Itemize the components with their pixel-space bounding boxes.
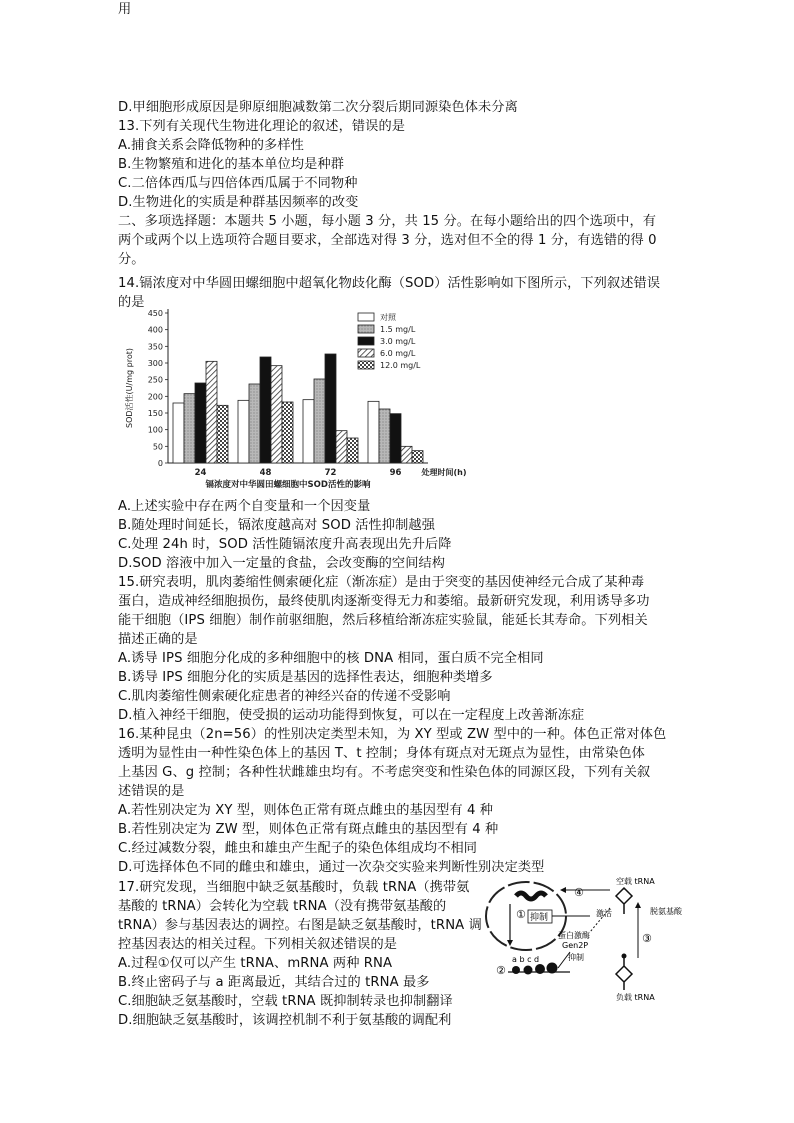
empty-trna-label: 空载 tRNA [616, 877, 655, 886]
legend-label-1: 1.5 mg/L [380, 325, 416, 334]
x-axis-label: 处理时间(h) [421, 468, 467, 477]
y-tick-label: 50 [152, 442, 163, 452]
text-line: C.肌肉萎缩性侧索硬化症患者的神经兴奋的传递不受影响 [118, 689, 451, 704]
y-tick-label: 300 [147, 359, 163, 368]
x-tick-label: 48 [259, 468, 272, 478]
text-line: 上基因 G、g 控制；各种性状雌雄虫均有。不考虑突变和性染色体的同源区段，下列有关叙 [118, 765, 651, 780]
text-line: 15.研究表明，肌肉萎缩性侧索硬化症（渐冻症）是由于突变的基因使神经元合成了某种毒 [118, 575, 645, 590]
text-line: D.SOD 溶液中加入一定量的食盐，会改变酶的空间结构 [118, 556, 446, 571]
kinase-label: 蛋白激酶 [558, 931, 590, 940]
text-line: C.细胞缺乏氨基酸时，空载 tRNA 既抑制转录也抑制翻译 [118, 994, 453, 1009]
activate-label: 激活 [596, 909, 612, 918]
text-line: D.甲细胞形成原因是卵原细胞减数第二次分裂后期同源染色体未分离 [118, 100, 518, 115]
text-line: B.若性别决定为 ZW 型，则体色正常有斑点雌虫的基因型有 4 种 [118, 822, 499, 837]
text-line: A.上述实验中存在两个自变量和一个因变量 [118, 499, 371, 514]
y-axis-label: SOD活性(U/mg prot) [125, 348, 134, 428]
text-line: C.处理 24h 时，SOD 活性随镉浓度升高表现出先升后降 [118, 537, 452, 552]
text-line: 蛋白，造成神经细胞损伤，最终使肌肉逐渐变得无力和萎缩。最新研究发现，利用诱导多功 [118, 594, 650, 609]
bar-24h-series-1 [184, 394, 195, 463]
bar-96h-series-0 [368, 401, 379, 463]
text-line: A.捕食关系会降低物种的多样性 [118, 138, 304, 153]
bar-24h-series-3 [206, 361, 217, 463]
inhibit-left-label: 抑制 [530, 913, 549, 923]
legend-label-4: 12.0 mg/L [380, 361, 421, 370]
y-tick-label: 450 [147, 309, 163, 318]
legend-swatch-1 [358, 325, 374, 333]
text-line: 基酸的 tRNA）会转化为空载 tRNA（没有携带氨基酸的 [118, 899, 447, 914]
deacyl-label: 脱氨基酸 [650, 907, 682, 916]
y-tick-label: 0 [157, 459, 163, 468]
bar-72h-series-4 [347, 438, 358, 463]
bar-48h-series-4 [282, 402, 293, 463]
text-line: 的是 [118, 295, 145, 310]
dna-strand [516, 893, 546, 899]
arrow-1-head [507, 940, 513, 946]
text-line: tRNA）参与基因表达的调控。右图是缺乏氨基酸时，tRNA 调 [118, 918, 482, 933]
bar-24h-series-2 [195, 383, 206, 463]
text-line: 14.镉浓度对中华圆田螺细胞中超氧化物歧化酶（SOD）活性影响如下图所示，下列叙述错误 [118, 276, 661, 291]
text-line: D.可选择体色不同的雌虫和雄虫，通过一次杂交实验来判断性别决定类型 [118, 860, 545, 875]
circle-2-label: ② [496, 964, 506, 977]
gen2p-label: Gen2P [562, 941, 589, 950]
text-line: 述错误的是 [118, 784, 185, 799]
bar-48h-series-1 [249, 384, 260, 463]
bar-72h-series-1 [314, 379, 325, 463]
text-line: D.生物进化的实质是种群基因频率的改变 [118, 195, 359, 210]
bar-24h-series-0 [173, 403, 184, 463]
text-line: D.细胞缺乏氨基酸时，该调控机制不利于氨基酸的调配利 [118, 1013, 452, 1028]
bar-72h-series-0 [303, 400, 314, 463]
text-line: A.过程①仅可以产生 tRNA、mRNA 两种 RNA [118, 956, 393, 971]
legend-label-2: 3.0 mg/L [380, 337, 416, 346]
ribosome-b [524, 966, 533, 975]
circle-1-label: ① [516, 908, 526, 921]
arrow-4-head [560, 887, 566, 893]
text-line: 13.下列有关现代生物进化理论的叙述，错误的是 [118, 119, 406, 134]
chart-title: 镉浓度对中华圆田螺细胞中SOD活性的影响 [205, 480, 371, 490]
x-tick-label: 24 [194, 468, 207, 478]
sod-bar-chart [118, 298, 474, 488]
text-line: B.随处理时间延长，镉浓度越高对 SOD 活性抑制越强 [118, 518, 435, 533]
text-line: 描述正确的是 [118, 632, 198, 647]
y-tick-label: 150 [147, 409, 163, 418]
ribosome-d [547, 963, 558, 974]
y-tick-label: 200 [147, 392, 163, 402]
ribosome-a [512, 966, 520, 974]
loaded-trna-shape [616, 958, 632, 990]
text-line: 能干细胞（IPS 细胞）制作前驱细胞，然后移植给渐冻症实验鼠，能延长其寿命。下列相关 [118, 613, 648, 628]
inhibit-right-label: 抑制 [568, 953, 584, 962]
text-line: 分。 [118, 252, 145, 267]
text-line: 二、多项选择题：本题共 5 小题，每小题 3 分，共 15 分。在每小题给出的四个选项中，有 [118, 214, 657, 229]
x-tick-label: 96 [389, 468, 402, 478]
text-line: D.植入神经干细胞，使受损的运动功能得到恢复，可以在一定程度上改善渐冻症 [118, 708, 585, 723]
y-tick-label: 350 [147, 342, 163, 352]
bar-48h-series-3 [271, 366, 282, 463]
y-tick-label: 100 [147, 425, 163, 435]
text-line: 透明为显性由一种性染色体上的基因 T、t 控制；身体有斑点对无斑点为显性，由常染色体 [118, 746, 645, 761]
y-tick-label: 250 [147, 375, 163, 385]
bar-48h-series-2 [260, 357, 271, 463]
text-line: B.终止密码子与 a 距离最近，其结合过的 tRNA 最多 [118, 975, 430, 990]
text-line: 16.某种昆虫（2n=56）的性别决定类型未知，为 XY 型或 ZW 型中的一种。体色正常对体色 [118, 727, 667, 742]
text-line: 两个或两个以上选项符合题目要求，全部选对得 3 分，选对但不全的得 1 分，有选错的得 0 [118, 233, 657, 248]
bar-72h-series-3 [336, 431, 347, 463]
legend-swatch-2 [358, 337, 374, 345]
legend-swatch-0 [358, 313, 374, 321]
trna-regulation-diagram [478, 874, 682, 1004]
text-line: A.若性别决定为 XY 型，则体色正常有斑点雌虫的基因型有 4 种 [118, 803, 494, 818]
text-line: C.二倍体西瓜与四倍体西瓜属于不同物种 [118, 176, 358, 191]
ribosome-sites: a b c d [512, 955, 540, 964]
bar-96h-series-4 [412, 451, 423, 463]
bar-96h-series-2 [390, 414, 401, 463]
text-line: 用 [118, 2, 132, 17]
bar-96h-series-3 [401, 446, 412, 463]
legend-label-3: 6.0 mg/L [380, 349, 416, 358]
amino-acid [622, 954, 627, 959]
text-line: 17.研究发现，当细胞中缺乏氨基酸时，负载 tRNA（携带氨 [118, 880, 470, 895]
circle-3-label: ③ [642, 932, 652, 945]
circle-4-label: ④ [574, 886, 584, 899]
x-tick-label: 72 [324, 468, 337, 478]
legend-swatch-4 [358, 361, 374, 369]
bar-96h-series-1 [379, 409, 390, 463]
text-line: C.经过减数分裂，雌虫和雄虫产生配子的染色体组成均不相同 [118, 841, 478, 856]
text-line: B.生物繁殖和进化的基本单位均是种群 [118, 157, 345, 172]
arrow-3-head [635, 902, 641, 908]
bar-24h-series-4 [217, 405, 228, 463]
loaded-trna-label: 负载 tRNA [616, 993, 655, 1002]
text-line: B.诱导 IPS 细胞分化的实质是基因的选择性表达，细胞种类增多 [118, 670, 493, 685]
text-line: 控基因表达的相关过程。下列相关叙述错误的是 [118, 937, 398, 952]
text-line: A.诱导 IPS 细胞分化成的多种细胞中的核 DNA 相同，蛋白质不完全相同 [118, 651, 544, 666]
legend-label-0: 对照 [380, 313, 396, 322]
empty-trna-shape [616, 888, 632, 914]
legend-swatch-3 [358, 349, 374, 357]
bar-72h-series-2 [325, 354, 336, 463]
ribosome-c [535, 964, 545, 974]
bar-48h-series-0 [238, 400, 249, 463]
y-tick-label: 400 [147, 325, 163, 335]
